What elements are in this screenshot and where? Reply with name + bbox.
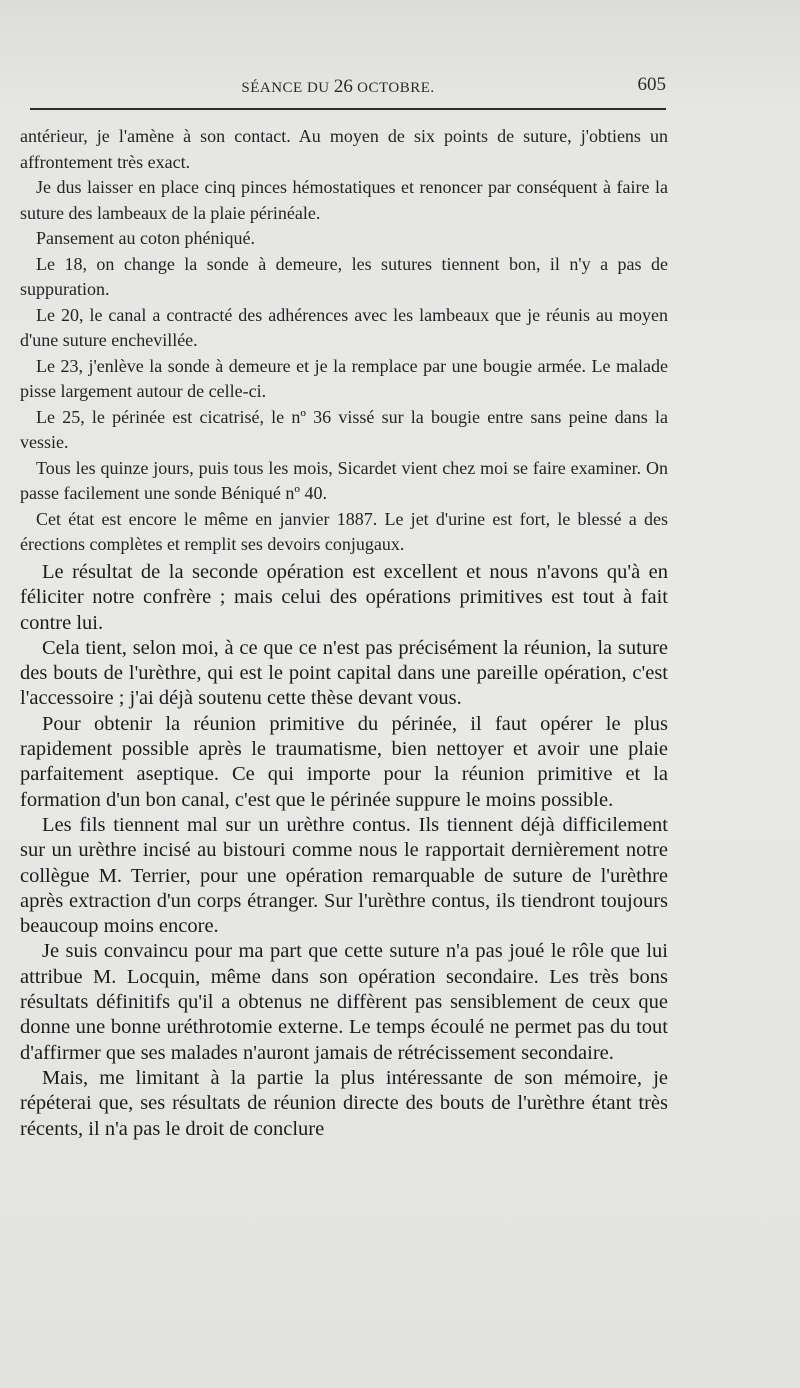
commentary-body	[20, 560, 668, 1142]
case-note-paragraph: Le 18, on change la sonde à demeure, les sutures tiennent bon, il n'y a pas de suppuration.	[20, 253, 668, 299]
case-note-paragraph: antérieur, je l'amène à son contact. Au moyen de six points de suture, j'obtiens un affrontement très exact.	[20, 126, 668, 172]
running-title-date-number: 26	[333, 76, 353, 97]
body-paragraph: Cela tient, selon moi, à ce que ce n'est pas précisément la réunion, la suture des bouts de l'urèthre, qui est le point capital dans une pareille opération, c'est l'accessoire ; j'ai déjà soutenu cette thèse devant vous.	[20, 636, 668, 710]
page-header	[30, 74, 666, 98]
case-note-paragraph: Le 25, le périnée est cicatrisé, le nº 36 vissé sur la bougie entre sans peine dans la vessie.	[20, 406, 668, 452]
body-paragraph: Mais, me limitant à la partie la plus intéressante de son mémoire, je répéterai que, ses résultats de réunion directe des bouts de l'urèthre étant très récents, il n'a pas le droit de conclure	[20, 1066, 668, 1140]
case-note-paragraph: Le 23, j'enlève la sonde à demeure et je la remplace par une bougie armée. Le malade pisse largement autour de celle-ci.	[20, 355, 668, 401]
body-paragraph: Pour obtenir la réunion primitive du périnée, il faut opérer le plus rapidement possible après le traumatisme, bien nettoyer et avoir une plaie parfaitement aseptique. Ce qui importe pour la réunion primitive et la formation d'un bon canal, c'est que le périnée suppure le moins possible.	[20, 712, 668, 811]
case-note-paragraph: Je dus laisser en place cinq pinces hémostatiques et renoncer par conséquent à faire la suture des lambeaux de la plaie périnéale.	[20, 177, 668, 223]
page-number: 605	[637, 74, 666, 95]
header-rule	[30, 108, 666, 110]
case-notes	[20, 124, 668, 558]
case-note-paragraph: Pansement au coton phéniqué.	[36, 228, 255, 248]
body-paragraph: Les fils tiennent mal sur un urèthre contus. Ils tiennent déjà difficilement sur un urèthre incisé au bistouri comme nous le rapportait dernièrement notre collègue M. Terrier, pour une opération remarquable de suture de l'urèthre après extraction d'un corps étranger. Sur l'urèthre contus, ils tiendront toujours beaucoup moins encore.	[20, 813, 668, 938]
body-paragraph: Le résultat de la seconde opération est excellent et nous n'avons qu'à en féliciter notre confrère ; mais celui des opérations primitives est tout à fait contre lui.	[20, 561, 668, 634]
case-note-paragraph: Cet état est encore le même en janvier 1887. Le jet d'urine est fort, le blessé a des érections complètes et remplit ses devoirs conjugaux.	[20, 508, 668, 554]
running-title: SÉANCE DU 26 OCTOBRE.	[241, 76, 435, 97]
body-paragraph: Je suis convaincu pour ma part que cette suture n'a pas joué le rôle que lui attribue M. Locquin, même dans son opération secondaire. Les très bons résultats définitifs qu'il a obtenus ne diffèrent pas sensiblement de ceux que donne une bonne uréthrotomie externe. Le temps écoulé ne permet pas du tout d'affirmer que ses malades n'auront jamais de rétrécissement secondaire.	[20, 940, 668, 1064]
case-note-paragraph: Le 20, le canal a contracté des adhérences avec les lambeaux que je réunis au moyen d'une suture enchevillée.	[20, 304, 668, 350]
case-note-paragraph: Tous les quinze jours, puis tous les mois, Sicardet vient chez moi se faire examiner. On passe facilement une sonde Béniqué nº 40.	[20, 457, 668, 503]
